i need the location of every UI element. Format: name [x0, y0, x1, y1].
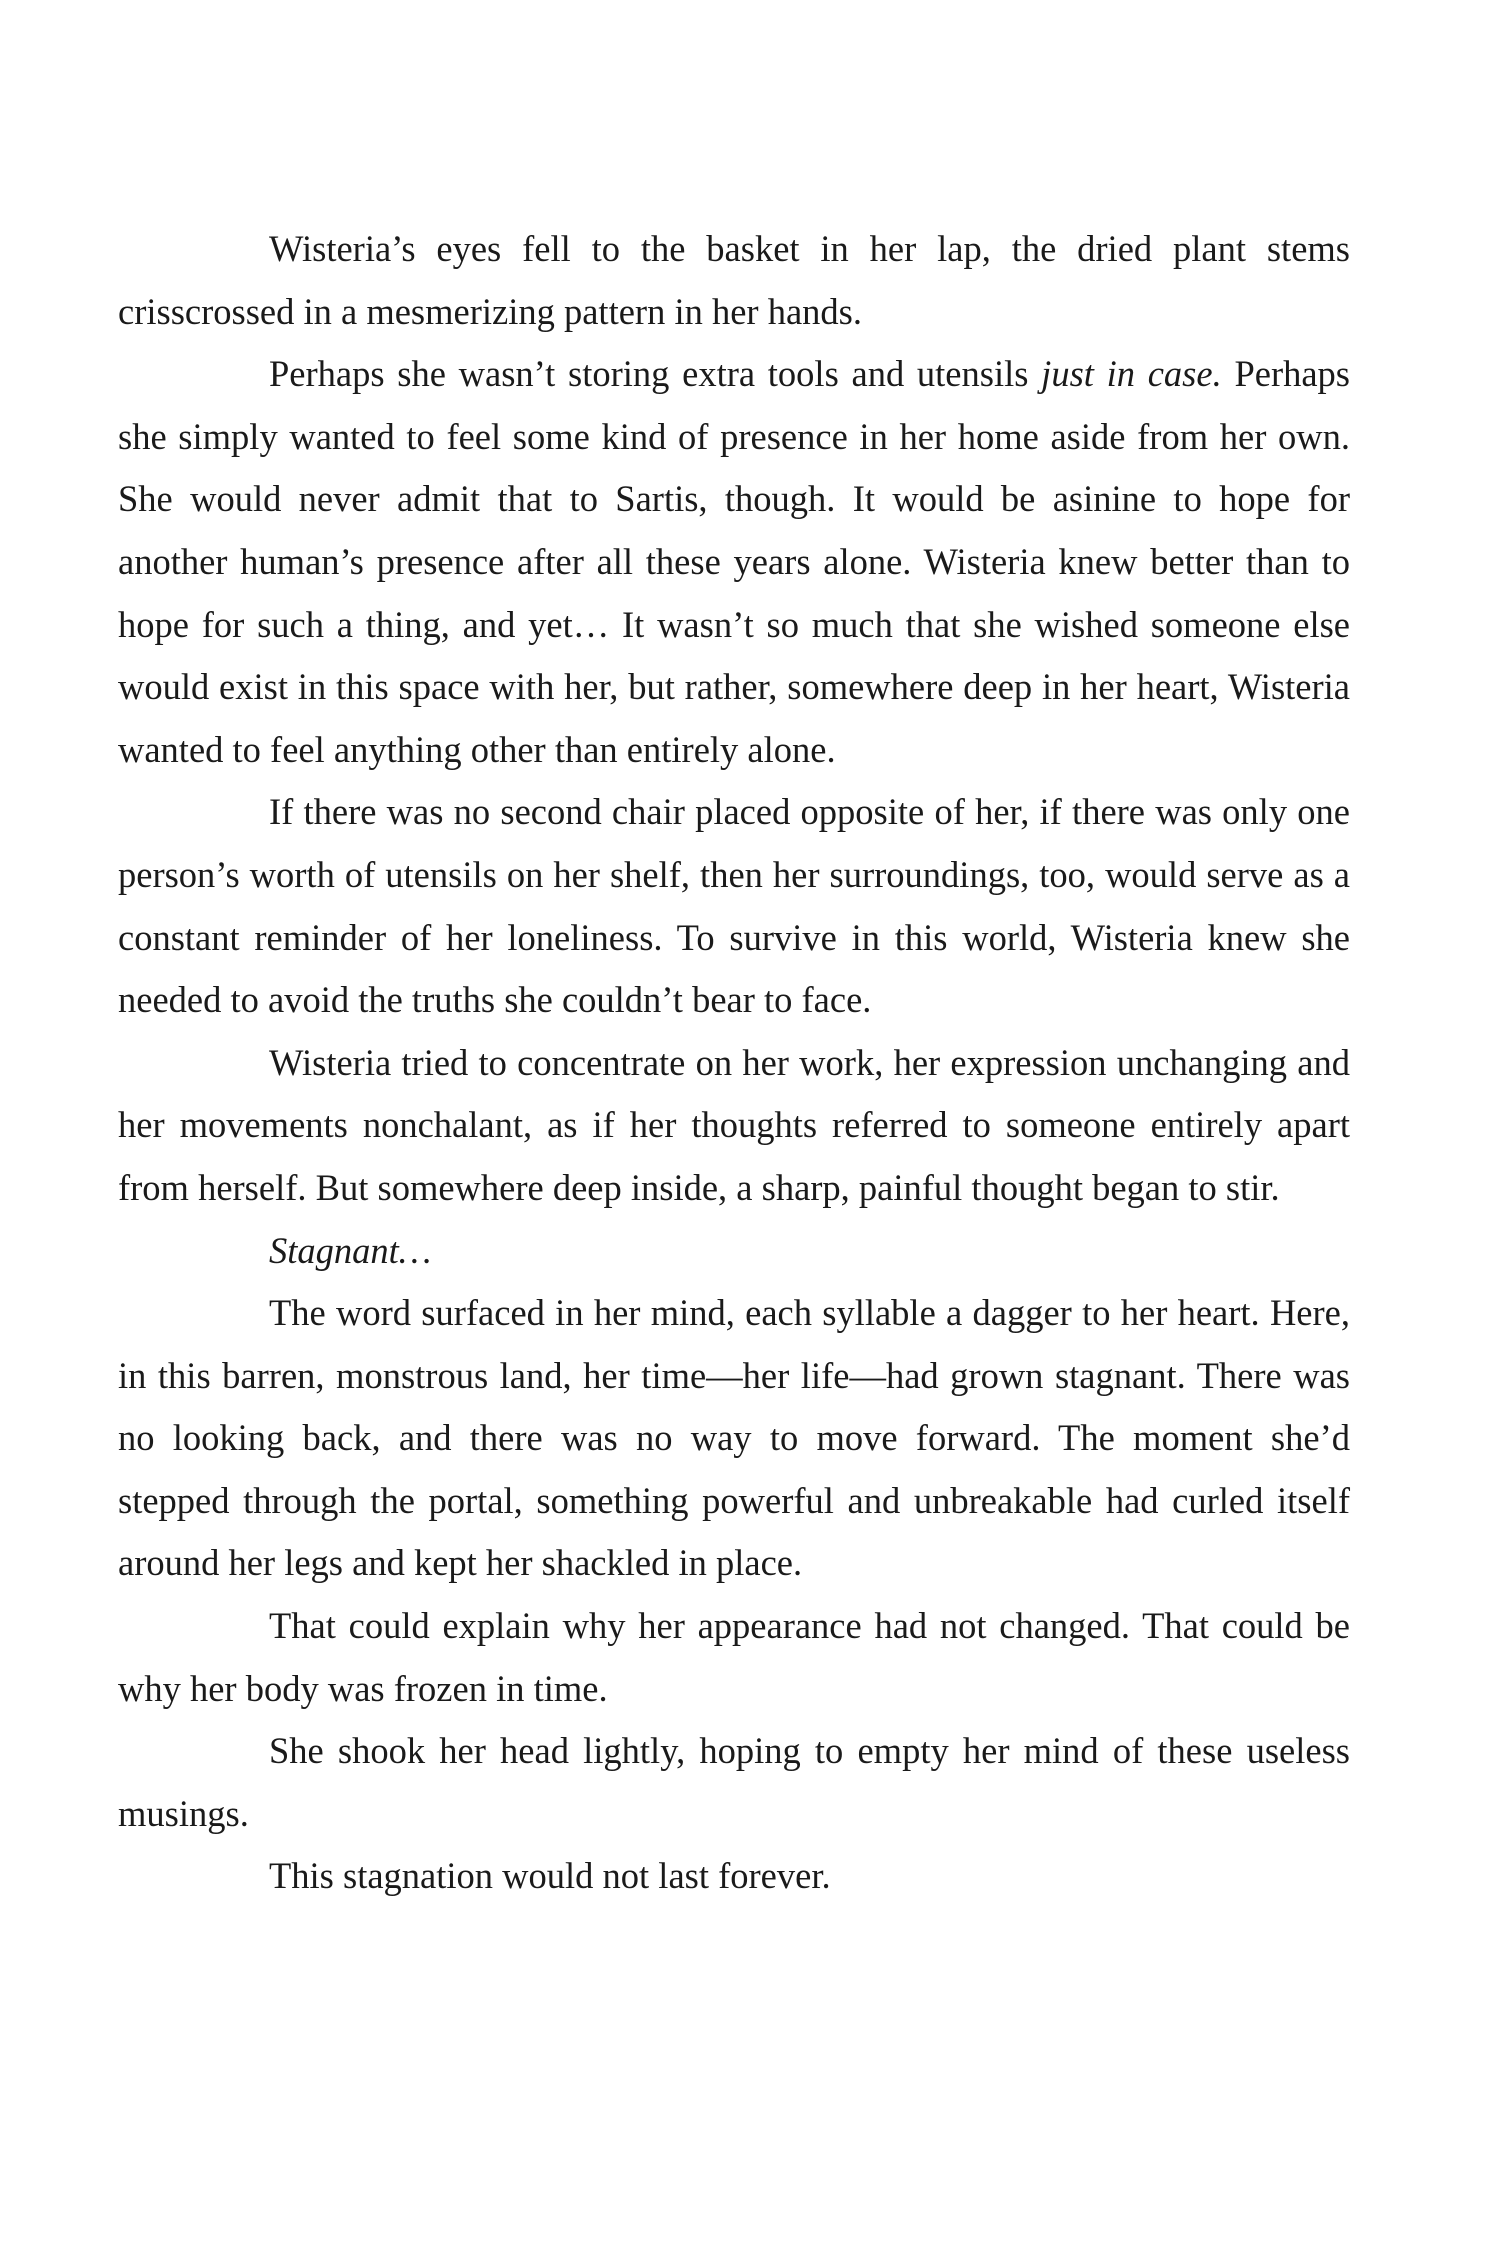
paragraph-6: That could explain why her appearance had not changed. That could be why her body was frozen in time.	[118, 1605, 1350, 1709]
paragraph-3: If there was no second chair placed opposite of her, if there was only one person’s worth of utensils on her shelf, then her surroundings, too, would serve as a constant reminder of her loneliness. To survive in this world, Wisteria knew she needed to avoid the truths she couldn’t bear to face.	[118, 791, 1350, 1021]
paragraph-2-lead: Perhaps she wasn’t storing extra tools and utensils	[269, 353, 1042, 395]
book-page-text	[118, 218, 1350, 1908]
paragraph-2-rest: Perhaps she simply wanted to feel some kind of presence in her home aside from her own. She would never admit that to Sartis, though. It would be asinine to hope for another human’s presence after all these years alone. Wisteria knew better than to hope for such a thing, and yet… It wasn’t so much that she wished someone else would exist in this space with her, but rather, somewhere deep in her heart, Wisteria wanted to feel anything other than entirely alone.	[118, 353, 1350, 770]
paragraph-5: The word surfaced in her mind, each syllable a dagger to her heart. Here, in this barren, monstrous land, her time—her life—had grown stagnant. There was no looking back, and there was no way to move forward. The moment she’d stepped through the portal, something powerful and unbreakable had curled itself around her legs and kept her shackled in place.	[118, 1292, 1350, 1584]
paragraph-2-italic: just in case.	[1041, 353, 1222, 395]
paragraph-2	[118, 343, 1350, 781]
paragraph-stagnant: Stagnant…	[269, 1229, 432, 1271]
paragraph-8: This stagnation would not last forever.	[269, 1855, 831, 1897]
paragraph-7: She shook her head lightly, hoping to empty her mind of these useless musings.	[118, 1730, 1350, 1834]
paragraph-1: Wisteria’s eyes fell to the basket in her lap, the dried plant stems crisscrossed in a mesmerizing pattern in her hands.	[118, 228, 1350, 332]
paragraph-4: Wisteria tried to concentrate on her work, her expression unchanging and her movements nonchalant, as if her thoughts referred to someone entirely apart from herself. But somewhere deep inside, a sharp, painful thought began to stir.	[118, 1041, 1350, 1208]
